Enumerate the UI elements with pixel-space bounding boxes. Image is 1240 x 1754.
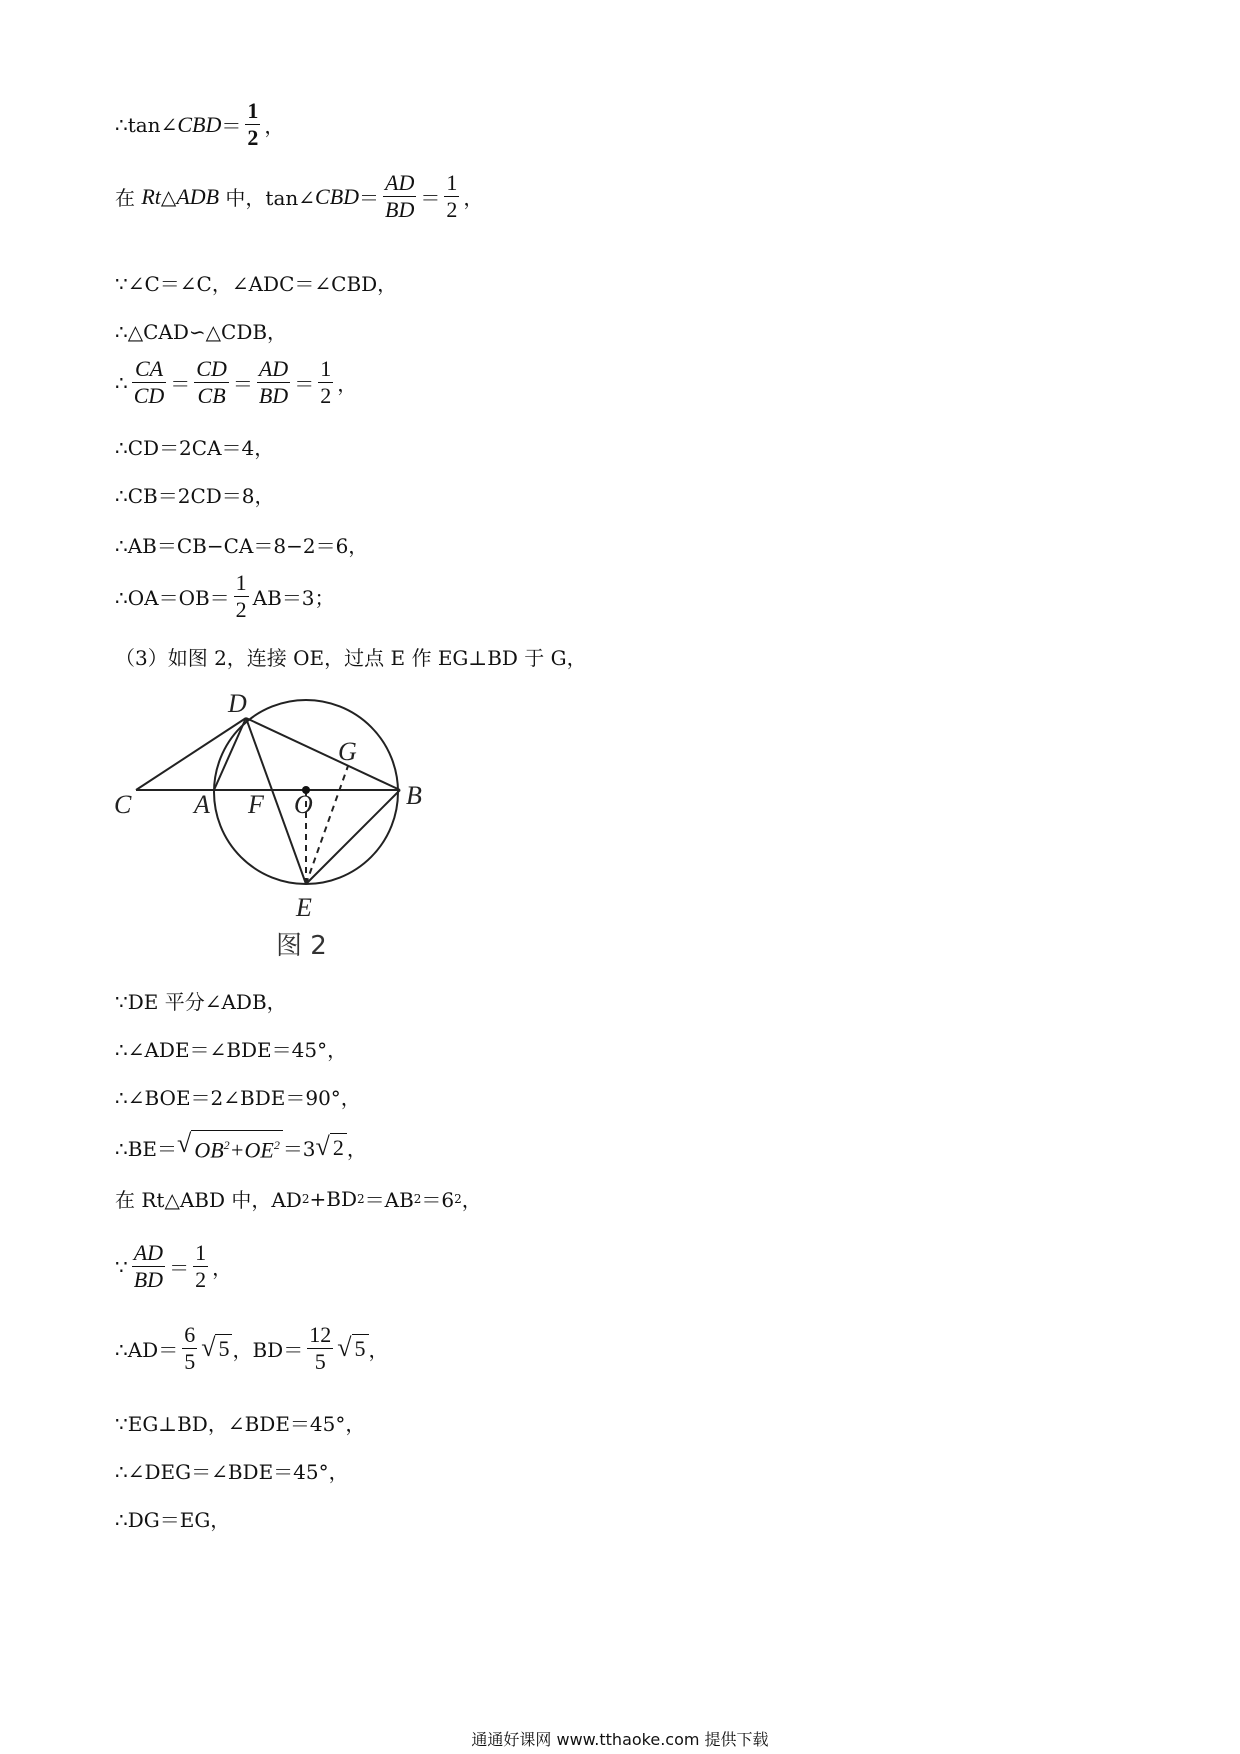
fraction	[234, 570, 249, 623]
solution-line-1	[115, 98, 284, 151]
denominator: BD	[258, 383, 289, 408]
text: ∵∠C＝∠C，∠ADC＝∠CBD，	[115, 272, 398, 296]
solution-line-5	[115, 356, 357, 409]
denominator: 2	[320, 383, 332, 408]
equals: ＝	[232, 372, 253, 396]
square-root	[177, 1130, 283, 1164]
text: ∴CB＝2CD＝8，	[115, 484, 275, 508]
numerator: CD	[196, 356, 227, 381]
label-c: C	[114, 790, 132, 819]
exponent: 2	[301, 1191, 310, 1206]
figure-caption: 图 2	[276, 931, 327, 961]
text: ＝6	[421, 1188, 455, 1212]
radical-sign: √	[177, 1129, 192, 1158]
text: ∴CD＝2CA＝4，	[115, 436, 275, 460]
radicand: 5	[352, 1334, 369, 1363]
label-a: A	[194, 790, 210, 819]
equals: ＝	[420, 186, 441, 210]
angle-name: CBD	[177, 111, 222, 137]
label-f: F	[248, 790, 264, 819]
fraction	[193, 1240, 208, 1293]
denominator: BD	[133, 1267, 164, 1292]
exponent: 2	[413, 1191, 422, 1206]
solution-line-17	[115, 1322, 389, 1375]
equals: ＝	[169, 1256, 190, 1280]
equals: ＝	[221, 114, 242, 138]
label-e: E	[296, 893, 312, 922]
numerator: 6	[184, 1322, 196, 1347]
fraction	[307, 1322, 333, 1375]
exponent: 2	[223, 1138, 230, 1152]
text: ∴DG＝EG，	[115, 1508, 231, 1532]
radicand	[191, 1130, 283, 1164]
numerator: CA	[134, 356, 164, 381]
text: ，	[463, 186, 484, 210]
denominator: 5	[314, 1349, 326, 1374]
label-b: B	[406, 781, 422, 810]
text: CBD	[315, 183, 360, 209]
label-d: D	[228, 689, 247, 718]
numerator: 1	[446, 170, 458, 195]
numerator: AD	[133, 1240, 164, 1265]
text: ∵EG⊥BD，∠BDE＝45°，	[115, 1412, 366, 1436]
numerator: 12	[309, 1322, 332, 1347]
exponent: 2	[454, 1191, 462, 1206]
text: ∴	[115, 370, 128, 395]
label-g: G	[338, 737, 357, 766]
solution-line-15	[115, 1184, 482, 1213]
text: ＝3	[282, 1136, 316, 1161]
denominator: 2	[446, 197, 458, 222]
equals: ＝	[294, 372, 315, 396]
denominator: BD	[385, 197, 415, 222]
denominator: 2	[235, 597, 247, 622]
denominator: 2	[195, 1267, 207, 1292]
equals: ＝	[170, 372, 191, 396]
text: ∴∠DEG＝∠BDE＝45°，	[115, 1460, 349, 1484]
page-footer: 通通好课网 www.tthaoke.com 提供下载	[471, 1730, 769, 1749]
fraction	[318, 356, 333, 409]
radical-sign: √	[337, 1333, 352, 1362]
solution-line-6	[115, 432, 274, 461]
text: ，	[337, 372, 358, 396]
text: 中，tan∠	[219, 186, 316, 210]
fraction	[444, 170, 459, 223]
text: ∵DE 平分∠ADB，	[115, 990, 287, 1014]
text: ∴OA＝OB＝	[115, 586, 230, 610]
text: ＝AB	[364, 1188, 414, 1212]
square-root	[201, 1334, 232, 1363]
text: AB＝3；	[252, 586, 335, 610]
label-o: O	[294, 790, 313, 819]
denominator: CB	[197, 383, 226, 408]
fraction	[194, 356, 229, 409]
text: ，	[212, 1256, 233, 1280]
text: ，	[461, 1188, 482, 1212]
radicand: 5	[215, 1334, 232, 1363]
text: ∴AB＝CB−CA＝8−2＝6，	[115, 534, 369, 558]
fraction	[132, 356, 167, 409]
numerator: 1	[195, 1240, 207, 1265]
text: 在	[115, 186, 142, 210]
solution-line-7	[115, 480, 275, 509]
solution-line-13	[115, 1082, 361, 1111]
text: ，	[368, 1338, 389, 1362]
solution-line-9	[115, 570, 335, 623]
numerator: AD	[385, 170, 415, 195]
numerator: AD	[258, 356, 289, 381]
text: ，	[264, 114, 285, 138]
solution-line-18	[115, 1408, 365, 1437]
text: +BD	[309, 1186, 357, 1211]
text: +OE	[229, 1137, 274, 1163]
radical-sign: √	[201, 1333, 216, 1362]
text: Rt	[141, 183, 161, 209]
denominator: 2	[247, 125, 259, 150]
numerator: 1	[235, 570, 247, 595]
text: ADB	[176, 183, 220, 209]
radicand: 2	[330, 1133, 347, 1162]
geometry-figure	[110, 680, 450, 970]
segment-eg-dashed	[306, 766, 348, 884]
text: （3）如图 2，连接 OE，过点 E 作 EG⊥BD 于 G，	[115, 646, 587, 670]
solution-line-11	[115, 986, 287, 1015]
solution-line-20	[115, 1504, 230, 1533]
solution-line-19	[115, 1456, 349, 1485]
text: ∴BE＝	[115, 1136, 178, 1161]
solution-line-14	[115, 1130, 367, 1164]
text: 在 Rt△ABD 中，AD	[115, 1188, 302, 1212]
text: ∴△CAD∽△CDB，	[115, 320, 288, 344]
radical-sign: √	[315, 1131, 330, 1161]
fraction	[132, 1240, 165, 1293]
solution-line-12	[115, 1034, 347, 1063]
solution-line-16	[115, 1240, 232, 1293]
text: ∴AD＝	[115, 1338, 179, 1362]
exponent: 2	[357, 1191, 365, 1206]
denominator: 5	[184, 1349, 196, 1374]
solution-line-4	[115, 316, 287, 345]
square-root	[337, 1334, 368, 1363]
numerator: 1	[247, 98, 259, 123]
text: ，	[346, 1136, 367, 1161]
text: ，BD＝	[232, 1338, 304, 1362]
text: OB	[194, 1137, 224, 1163]
solution-line-3	[115, 268, 397, 297]
solution-line-10	[115, 642, 587, 671]
denominator: CD	[133, 383, 165, 408]
square-root	[316, 1133, 347, 1162]
solution-line-2	[115, 170, 483, 223]
text: △	[160, 184, 177, 209]
exponent: 2	[273, 1138, 280, 1152]
fraction	[245, 98, 260, 151]
equals: ＝	[359, 186, 380, 210]
text: ∴∠BOE＝2∠BDE＝90°，	[115, 1086, 361, 1110]
fraction	[182, 1322, 197, 1375]
solution-line-8	[115, 530, 368, 559]
text: ∵	[115, 1254, 128, 1279]
fraction	[383, 170, 416, 223]
text: ∴tan∠	[115, 112, 178, 137]
text: ∴∠ADE＝∠BDE＝45°，	[115, 1038, 348, 1062]
numerator: 1	[320, 356, 332, 381]
fraction	[257, 356, 290, 409]
